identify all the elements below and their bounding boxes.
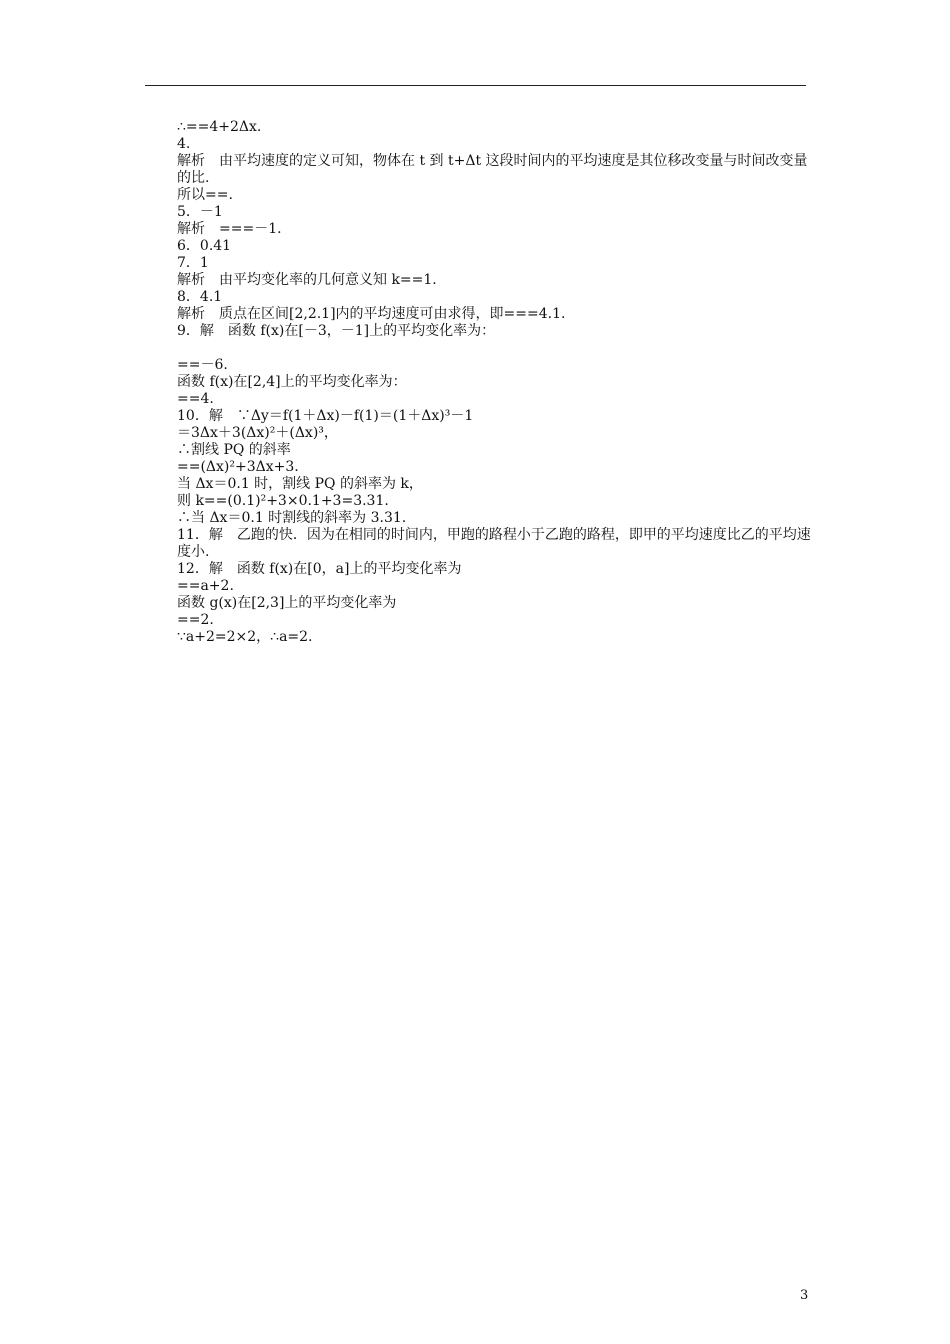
text-line: ∴==4+2Δx.: [177, 119, 262, 135]
text-line: ∴割线 PQ 的斜率: [177, 442, 291, 458]
text-line: 12．解 函数 f(x)在[0，a]上的平均变化率为: [177, 561, 462, 577]
text-line: ==a+2.: [177, 578, 234, 594]
text-line: 解析 由平均速度的定义可知，物体在 t 到 t+Δt 这段时间内的平均速度是其位移改变量与时间改变量的比.: [177, 153, 808, 186]
blank-line: [177, 340, 817, 357]
text-line: 解析 由平均变化率的几何意义知 k==1.: [177, 272, 437, 288]
header-rule: [145, 85, 806, 86]
text-line: 10．解 ∵Δy＝f(1＋Δx)－f(1)＝(1＋Δx)³－1: [177, 408, 474, 424]
page-number: 3: [800, 1288, 809, 1303]
text-line: 函数 g(x)在[2,3]上的平均变化率为: [177, 595, 397, 611]
text-line: 6．0.41: [177, 238, 232, 254]
text-line: 4.: [177, 136, 191, 152]
text-line: 所以==.: [177, 187, 233, 203]
text-line: ∴当 Δx＝0.1 时割线的斜率为 3.31.: [177, 510, 407, 526]
text-line: 7．1: [177, 255, 209, 271]
text-line: ==(Δx)²+3Δx+3.: [177, 459, 299, 475]
text-line: 当 Δx＝0.1 时，割线 PQ 的斜率为 k，: [177, 476, 423, 492]
text-line: 函数 f(x)在[2,4]上的平均变化率为：: [177, 374, 407, 390]
answer-text: [177, 119, 817, 646]
text-line: ＝3Δx＋3(Δx)²＋(Δx)³，: [177, 425, 338, 441]
text-line: 9．解 函数 f(x)在[－3，－1]上的平均变化率为：: [177, 323, 496, 339]
text-line: ==－6.: [177, 357, 228, 373]
text-line: 8．4.1: [177, 289, 223, 305]
text-line: 则 k==(0.1)²+3×0.1+3=3.31.: [177, 493, 389, 509]
text-line: ==2.: [177, 612, 214, 628]
text-line: 解析 质点在区间[2,2.1]内的平均速度可由求得，即===4.1.: [177, 306, 566, 322]
text-line: ∵a+2=2×2，∴a=2.: [177, 629, 313, 645]
text-line: 5．－1: [177, 204, 223, 220]
text-line: 11．解 乙跑的快．因为在相同的时间内，甲跑的路程小于乙跑的路程，即甲的平均速度比乙的平均速度小.: [177, 527, 811, 560]
text-line: ==4.: [177, 391, 214, 407]
text-line: 解析 ===－1.: [177, 221, 282, 237]
